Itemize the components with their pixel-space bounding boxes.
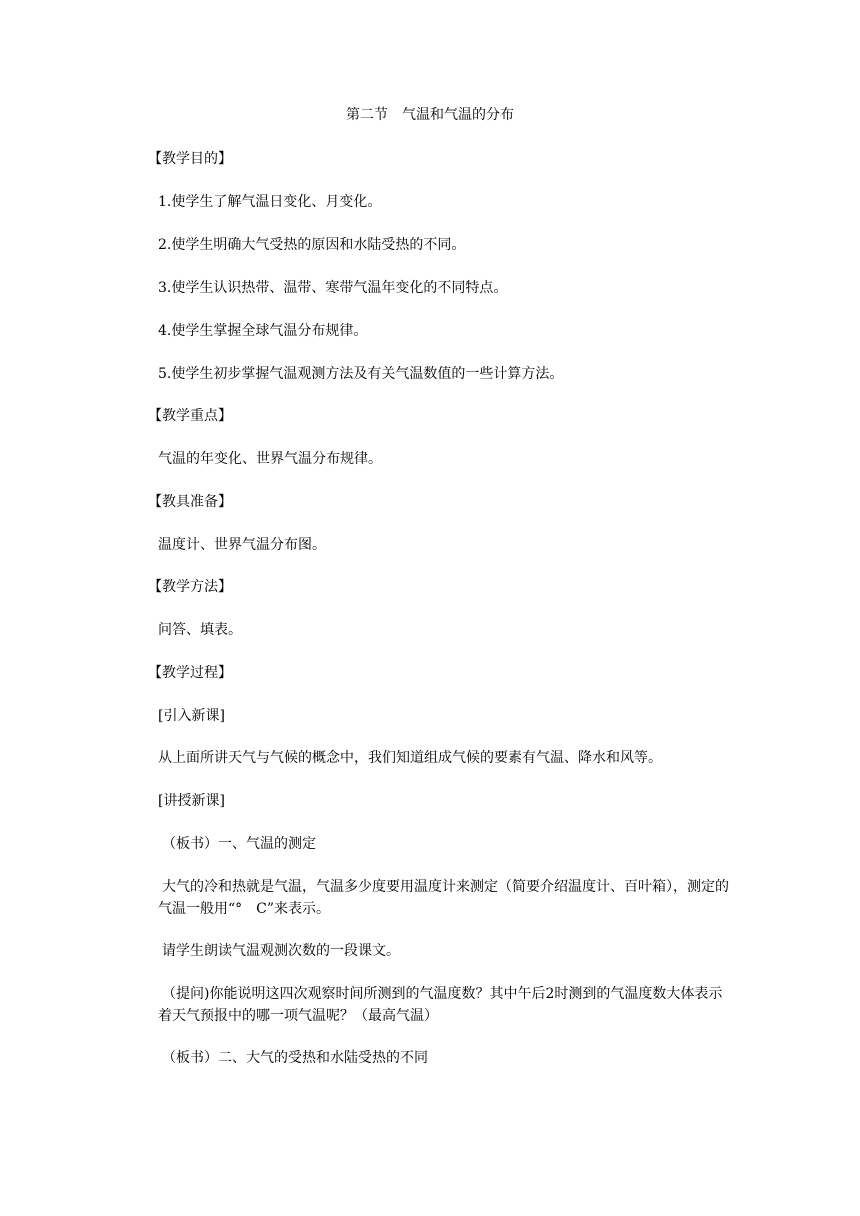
paragraph-two: 请学生朗读气温观测次数的一段课文。 (162, 943, 400, 959)
materials-text: 温度计、世界气温分布图。 (158, 537, 326, 553)
key-points-heading: 【教学重点】 (148, 408, 232, 424)
objective-item-3: 3.使学生认识热带、温带、寒带气温年变化的不同特点。 (158, 280, 508, 296)
page-title: 第二节 气温和气温的分布 (346, 107, 514, 123)
paragraph-three: （提问)你能说明这四次观察时间所测到的气温度数？其中午后2时测到的气温度数大体表示着天气预报中的哪一项气温呢？（最高气温） (158, 986, 723, 1024)
teaching-label: [讲授新课] (158, 793, 225, 809)
board-one: （板书）一、气温的测定 (162, 836, 316, 852)
objective-item-4: 4.使学生掌握全球气温分布规律。 (158, 323, 368, 339)
methods-heading: 【教学方法】 (148, 579, 232, 595)
methods-text: 问答、填表。 (158, 622, 242, 638)
process-heading: 【教学过程】 (148, 665, 232, 681)
materials-heading: 【教具准备】 (148, 494, 232, 510)
key-points-text: 气温的年变化、世界气温分布规律。 (158, 451, 382, 467)
paragraph-one: 大气的冷和热就是气温，气温多少度要用温度计来测定（简要介绍温度计、百叶箱），测定的气温一般用“° C”来表示。 (158, 879, 729, 917)
intro-text: 从上面所讲天气与气候的概念中，我们知道组成气候的要素有气温、降水和风等。 (158, 750, 662, 766)
intro-label: [引入新课] (158, 708, 225, 724)
objective-item-1: 1.使学生了解气温日变化、月变化。 (158, 194, 382, 210)
objective-item-5: 5.使学生初步掌握气温观测方法及有关气温数值的一些计算方法。 (158, 366, 564, 382)
objectives-heading: 【教学目的】 (148, 151, 232, 167)
objective-item-2: 2.使学生明确大气受热的原因和水陆受热的不同。 (158, 237, 466, 253)
board-two: （板书）二、大气的受热和水陆受热的不同 (162, 1050, 428, 1066)
